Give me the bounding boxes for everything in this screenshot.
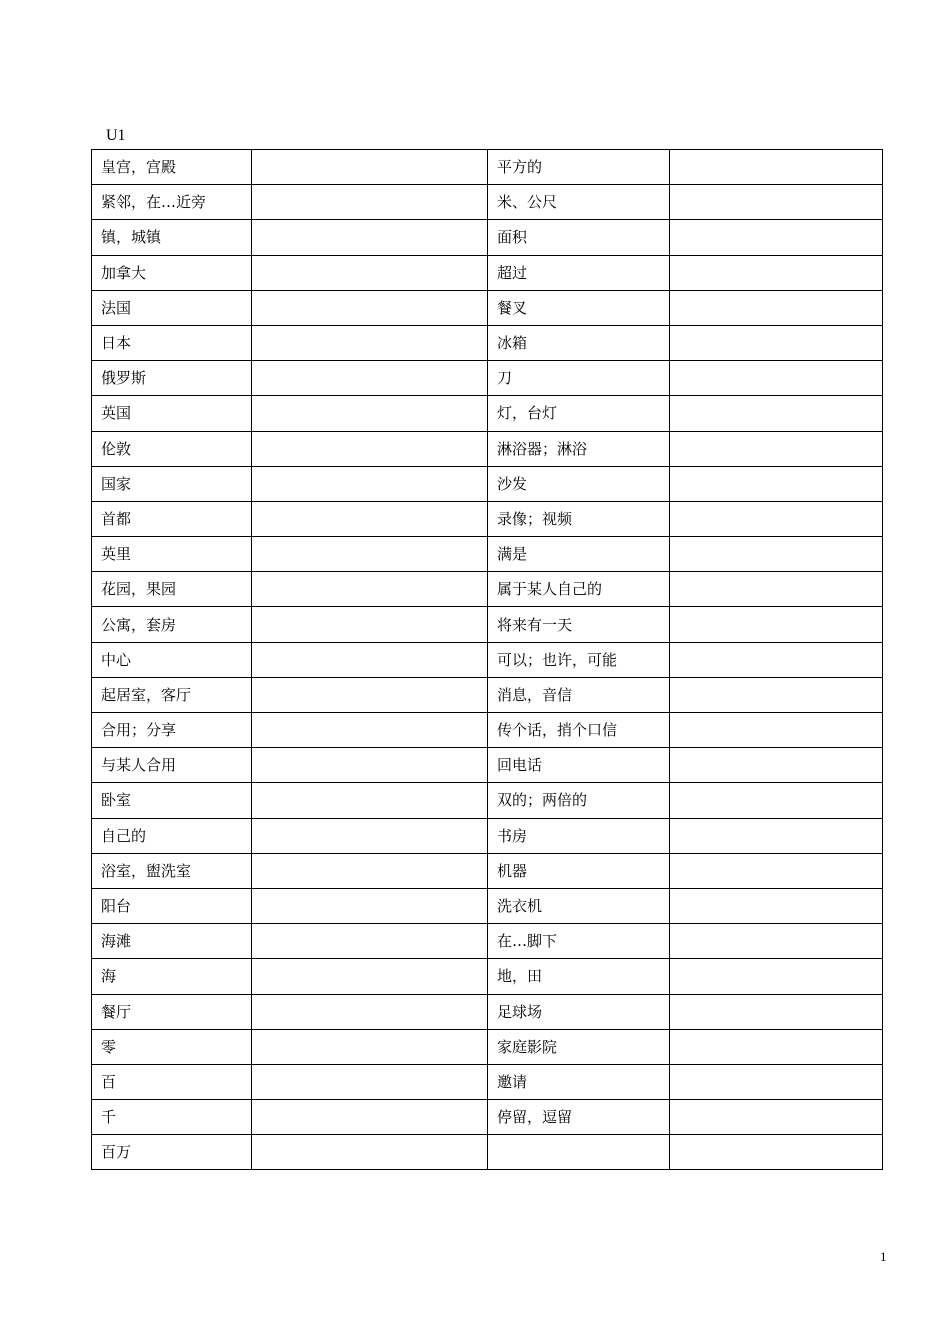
chinese-term-cell: 伦敦 (92, 431, 252, 466)
chinese-term-cell: 英里 (92, 537, 252, 572)
answer-blank-cell[interactable] (252, 537, 488, 572)
answer-blank-cell[interactable] (252, 1135, 488, 1170)
answer-blank-cell[interactable] (670, 1029, 883, 1064)
chinese-term-cell: 属于某人自己的 (488, 572, 670, 607)
chinese-term-cell: 零 (92, 1029, 252, 1064)
chinese-term-cell: 满是 (488, 537, 670, 572)
chinese-term-cell: 百 (92, 1064, 252, 1099)
answer-blank-cell[interactable] (252, 1064, 488, 1099)
table-row (92, 888, 883, 923)
chinese-term-cell: 双的；两倍的 (488, 783, 670, 818)
chinese-term-cell: 千 (92, 1100, 252, 1135)
answer-blank-cell[interactable] (670, 642, 883, 677)
chinese-term-cell: 卧室 (92, 783, 252, 818)
chinese-term-cell: 起居室，客厅 (92, 677, 252, 712)
chinese-term-cell: 将来有一天 (488, 607, 670, 642)
table-row (92, 642, 883, 677)
chinese-term-cell: 可以；也许，可能 (488, 642, 670, 677)
answer-blank-cell[interactable] (670, 396, 883, 431)
answer-blank-cell[interactable] (252, 466, 488, 501)
chinese-term-cell: 阳台 (92, 888, 252, 923)
chinese-term-cell: 皇宫，宫殿 (92, 150, 252, 185)
table-row (92, 325, 883, 360)
answer-blank-cell[interactable] (670, 220, 883, 255)
chinese-term-cell: 消息，音信 (488, 677, 670, 712)
answer-blank-cell[interactable] (252, 818, 488, 853)
chinese-term-cell: 与某人合用 (92, 748, 252, 783)
answer-blank-cell[interactable] (252, 220, 488, 255)
table-row (92, 255, 883, 290)
chinese-term-cell: 法国 (92, 290, 252, 325)
chinese-term-cell: 公寓，套房 (92, 607, 252, 642)
chinese-term-cell: 海滩 (92, 924, 252, 959)
chinese-term-cell: 镇，城镇 (92, 220, 252, 255)
answer-blank-cell[interactable] (252, 607, 488, 642)
table-row (92, 501, 883, 536)
table-row (92, 677, 883, 712)
chinese-term-cell: 家庭影院 (488, 1029, 670, 1064)
chinese-term-cell: 首都 (92, 501, 252, 536)
table-row (92, 361, 883, 396)
answer-blank-cell[interactable] (252, 713, 488, 748)
table-row (92, 1100, 883, 1135)
chinese-term-cell: 传个话，捎个口信 (488, 713, 670, 748)
table-row (92, 1135, 883, 1170)
chinese-term-cell: 自己的 (92, 818, 252, 853)
answer-blank-cell[interactable] (252, 255, 488, 290)
answer-blank-cell[interactable] (670, 818, 883, 853)
chinese-term-cell: 平方的 (488, 150, 670, 185)
chinese-term-cell: 洗衣机 (488, 888, 670, 923)
table-row (92, 853, 883, 888)
answer-blank-cell[interactable] (670, 501, 883, 536)
vocabulary-table-body (92, 150, 883, 1170)
table-row (92, 290, 883, 325)
answer-blank-cell[interactable] (670, 572, 883, 607)
chinese-term-cell: 米、公尺 (488, 185, 670, 220)
chinese-term-cell: 面积 (488, 220, 670, 255)
answer-blank-cell[interactable] (252, 924, 488, 959)
answer-blank-cell[interactable] (670, 431, 883, 466)
answer-blank-cell[interactable] (670, 361, 883, 396)
chinese-term-cell: 停留，逗留 (488, 1100, 670, 1135)
answer-blank-cell[interactable] (252, 642, 488, 677)
answer-blank-cell[interactable] (670, 150, 883, 185)
chinese-term-cell: 冰箱 (488, 325, 670, 360)
chinese-term-cell: 紧邻，在…近旁 (92, 185, 252, 220)
answer-blank-cell[interactable] (670, 1064, 883, 1099)
chinese-term-cell: 沙发 (488, 466, 670, 501)
chinese-term-cell: 日本 (92, 325, 252, 360)
table-row (92, 537, 883, 572)
table-row (92, 572, 883, 607)
table-row (92, 748, 883, 783)
chinese-term-cell: 英国 (92, 396, 252, 431)
chinese-term-cell: 足球场 (488, 994, 670, 1029)
chinese-term-cell: 浴室，盥洗室 (92, 853, 252, 888)
chinese-term-cell: 地，田 (488, 959, 670, 994)
answer-blank-cell[interactable] (670, 888, 883, 923)
answer-blank-cell[interactable] (252, 888, 488, 923)
chinese-term-cell: 机器 (488, 853, 670, 888)
chinese-term-cell: 在…脚下 (488, 924, 670, 959)
answer-blank-cell[interactable] (670, 185, 883, 220)
answer-blank-cell[interactable] (670, 255, 883, 290)
chinese-term-cell: 灯，台灯 (488, 396, 670, 431)
chinese-term-cell: 海 (92, 959, 252, 994)
answer-blank-cell[interactable] (252, 361, 488, 396)
table-row (92, 607, 883, 642)
answer-blank-cell[interactable] (252, 396, 488, 431)
table-row (92, 994, 883, 1029)
answer-blank-cell[interactable] (252, 185, 488, 220)
table-row (92, 150, 883, 185)
chinese-term-cell: 淋浴器；淋浴 (488, 431, 670, 466)
answer-blank-cell[interactable] (670, 537, 883, 572)
answer-blank-cell[interactable] (670, 853, 883, 888)
chinese-term-cell: 国家 (92, 466, 252, 501)
page-number: 1 (880, 1249, 887, 1264)
table-row (92, 783, 883, 818)
answer-blank-cell[interactable] (252, 748, 488, 783)
answer-blank-cell[interactable] (670, 607, 883, 642)
chinese-term-cell: 书房 (488, 818, 670, 853)
chinese-term-cell: 餐叉 (488, 290, 670, 325)
answer-blank-cell[interactable] (252, 1029, 488, 1064)
answer-blank-cell[interactable] (670, 290, 883, 325)
table-row (92, 713, 883, 748)
table-row (92, 1064, 883, 1099)
chinese-term-cell: 加拿大 (92, 255, 252, 290)
chinese-term-cell: 花园，果园 (92, 572, 252, 607)
answer-blank-cell[interactable] (670, 994, 883, 1029)
answer-blank-cell[interactable] (252, 783, 488, 818)
table-row (92, 396, 883, 431)
chinese-term-cell (488, 1135, 670, 1170)
answer-blank-cell[interactable] (252, 501, 488, 536)
answer-blank-cell[interactable] (252, 994, 488, 1029)
chinese-term-cell: 百万 (92, 1135, 252, 1170)
table-row (92, 431, 883, 466)
chinese-term-cell: 录像；视频 (488, 501, 670, 536)
table-row (92, 1029, 883, 1064)
answer-blank-cell[interactable] (670, 466, 883, 501)
table-row (92, 185, 883, 220)
table-row (92, 466, 883, 501)
chinese-term-cell: 回电话 (488, 748, 670, 783)
answer-blank-cell[interactable] (252, 677, 488, 712)
answer-blank-cell[interactable] (670, 748, 883, 783)
chinese-term-cell: 超过 (488, 255, 670, 290)
answer-blank-cell[interactable] (252, 431, 488, 466)
answer-blank-cell[interactable] (670, 1100, 883, 1135)
answer-blank-cell[interactable] (252, 150, 488, 185)
table-row (92, 924, 883, 959)
answer-blank-cell[interactable] (670, 713, 883, 748)
unit-label: U1 (106, 127, 126, 144)
answer-blank-cell[interactable] (252, 1100, 488, 1135)
vocabulary-table (91, 149, 883, 1170)
answer-blank-cell[interactable] (252, 853, 488, 888)
answer-blank-cell[interactable] (252, 325, 488, 360)
answer-blank-cell[interactable] (670, 924, 883, 959)
answer-blank-cell[interactable] (670, 783, 883, 818)
chinese-term-cell: 中心 (92, 642, 252, 677)
chinese-term-cell: 邀请 (488, 1064, 670, 1099)
answer-blank-cell[interactable] (252, 572, 488, 607)
table-row (92, 220, 883, 255)
answer-blank-cell[interactable] (670, 677, 883, 712)
chinese-term-cell: 刀 (488, 361, 670, 396)
answer-blank-cell[interactable] (252, 290, 488, 325)
answer-blank-cell[interactable] (670, 325, 883, 360)
chinese-term-cell: 俄罗斯 (92, 361, 252, 396)
table-row (92, 959, 883, 994)
chinese-term-cell: 餐厅 (92, 994, 252, 1029)
answer-blank-cell[interactable] (670, 959, 883, 994)
chinese-term-cell: 合用；分享 (92, 713, 252, 748)
answer-blank-cell[interactable] (670, 1135, 883, 1170)
table-row (92, 818, 883, 853)
answer-blank-cell[interactable] (252, 959, 488, 994)
